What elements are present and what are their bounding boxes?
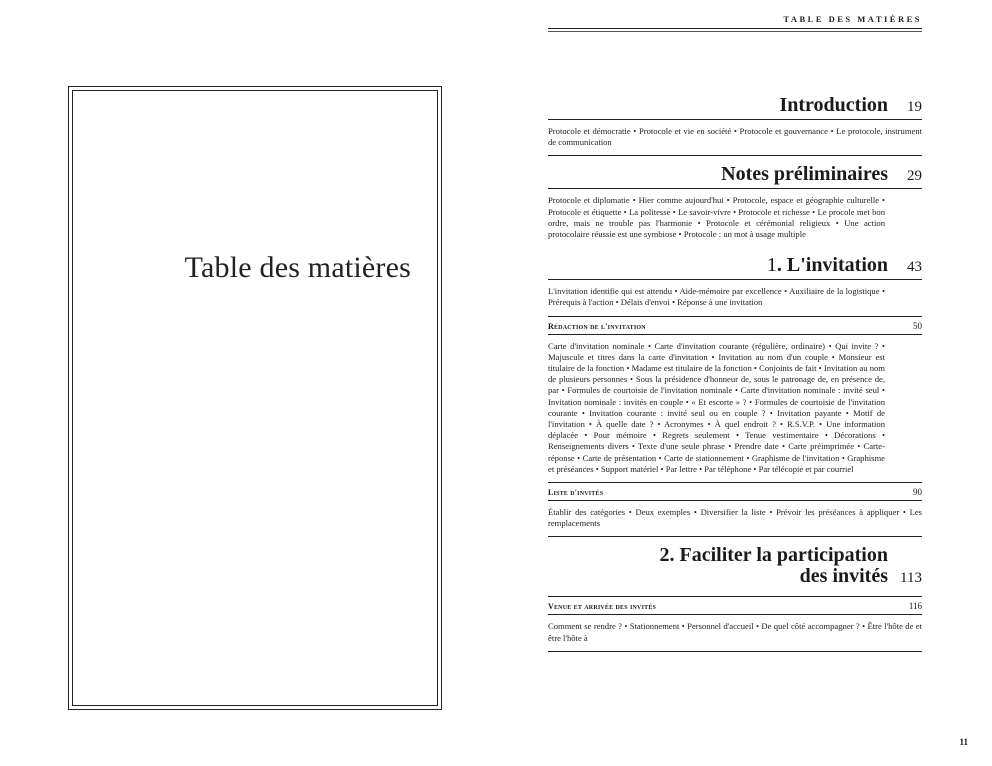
chapter-page: 113 bbox=[900, 570, 922, 587]
chapter-title: 1. L'invitation bbox=[766, 254, 888, 277]
header-rule bbox=[548, 28, 922, 29]
chapter-entries: L'invitation identifie qui est attendu • Aide-mémoire par excellence • Auxiliaire de la logistique • Prérequis à l'action • Délais d'envoi • Réponse à une invitation bbox=[548, 286, 885, 308]
section-page: 50 bbox=[913, 320, 922, 331]
section-title: Venue et arrivée des invités bbox=[548, 602, 657, 612]
section-entries: Carte d'invitation nominale • Carte d'invitation courante (régulière, ordinaire) • Qui invite ? • Majuscule et titres dans la carte d'invitation • Invitation au nom d'un couple • Monsieur est titulaire de la fonction • Madame est titulaire de la fonction • Conjoints de fait • Invitation au nom de plusieurs personnes • Sous la présidence d'honneur de, sous le patronage de, en présence de, par • Formules de courtoisie de l'invitation nominale • Carte d'invitation nominale : invité seul • Invitation nominale : invités en couple • « Et escorte » ? • Formules de courtoisie de l'invitation courante • Invitation courante : invité seul ou en couple ? • Invitation payante • Motif de l'invitation • À quelle date ? • Acronymes • À quel endroit ? • R.S.V.P. • Une information déplacée • Pour mémoire • Regrets seulement • Tenue vestimentaire • Décorations • Renseignements divers • Texte d'une seule phrase • Prendre date • Carte préimprimée • Carte-réponse • Carte de présentation • Carte de stationnement • Graphisme de l'invitation • Graphisme et préséances • Support matériel • Par lettre • Par téléphone • Par télécopie et par courriel bbox=[548, 340, 885, 474]
header-rule-secondary bbox=[548, 31, 922, 32]
left-page-frame bbox=[68, 86, 442, 710]
chapter-title-line2: des invités bbox=[799, 565, 888, 588]
chapter-page: 29 bbox=[907, 168, 922, 185]
chapter-page: 19 bbox=[907, 99, 922, 115]
toc-section bbox=[548, 316, 922, 335]
section-page: 90 bbox=[913, 487, 922, 498]
section-entries: Établir des catégories • Deux exemples • Diversifier la liste • Prévoir les préséances à appliquer • Les remplacements bbox=[548, 501, 922, 537]
running-header: TABLE DES MATIÈRES bbox=[783, 14, 922, 24]
chapter-entries: Protocole et diplomatie • Hier comme aujourd'hui • Protocole, espace et géographie culturelle • Protocole et étiquette • La politesse • Le savoir-vivre • Protocole et richesse • Le procole met bon ordre, mais ne trouble pas l'harmonie • Protocole et cérémonial religieux • Une action protocolaire réussie est une symbiose • Protocole : un mot à usage multiple bbox=[548, 195, 885, 240]
toc-chapter-notes bbox=[548, 164, 922, 189]
toc-section bbox=[548, 596, 922, 615]
chapter-page: 43 bbox=[907, 259, 922, 276]
toc-chapter-1 bbox=[548, 255, 922, 280]
chapter-entries: Protocole et démocratie • Protocole et vie en société • Protocole et gouvernance • Le protocole, instrument de communication bbox=[548, 120, 922, 156]
page-number: 11 bbox=[959, 737, 968, 747]
section-title: Liste d'invités bbox=[548, 488, 604, 498]
chapter-number: 2. bbox=[659, 544, 675, 567]
left-page-inner-frame bbox=[72, 90, 438, 706]
chapter-title bbox=[548, 545, 888, 590]
table-of-contents bbox=[548, 95, 922, 652]
section-entries: Comment se rendre ? • Stationnement • Personnel d'accueil • De quel côté accompagner ? • Être l'hôte de et être l'hôte à bbox=[548, 615, 922, 651]
toc-section bbox=[548, 482, 922, 501]
chapter-title: Notes préliminaires bbox=[721, 163, 888, 186]
section-title: Rédaction de l'invitation bbox=[548, 321, 646, 331]
toc-chapter-introduction bbox=[548, 95, 922, 120]
section-page: 116 bbox=[908, 601, 922, 612]
chapter-title-line1: Faciliter la participation bbox=[679, 544, 888, 567]
chapter-title: Introduction bbox=[779, 94, 888, 116]
chapter-number: 1 bbox=[766, 254, 777, 277]
left-page-title: Table des matières bbox=[184, 251, 411, 284]
chapter-title-text: L'invitation bbox=[786, 254, 888, 277]
toc-chapter-2 bbox=[548, 545, 922, 590]
